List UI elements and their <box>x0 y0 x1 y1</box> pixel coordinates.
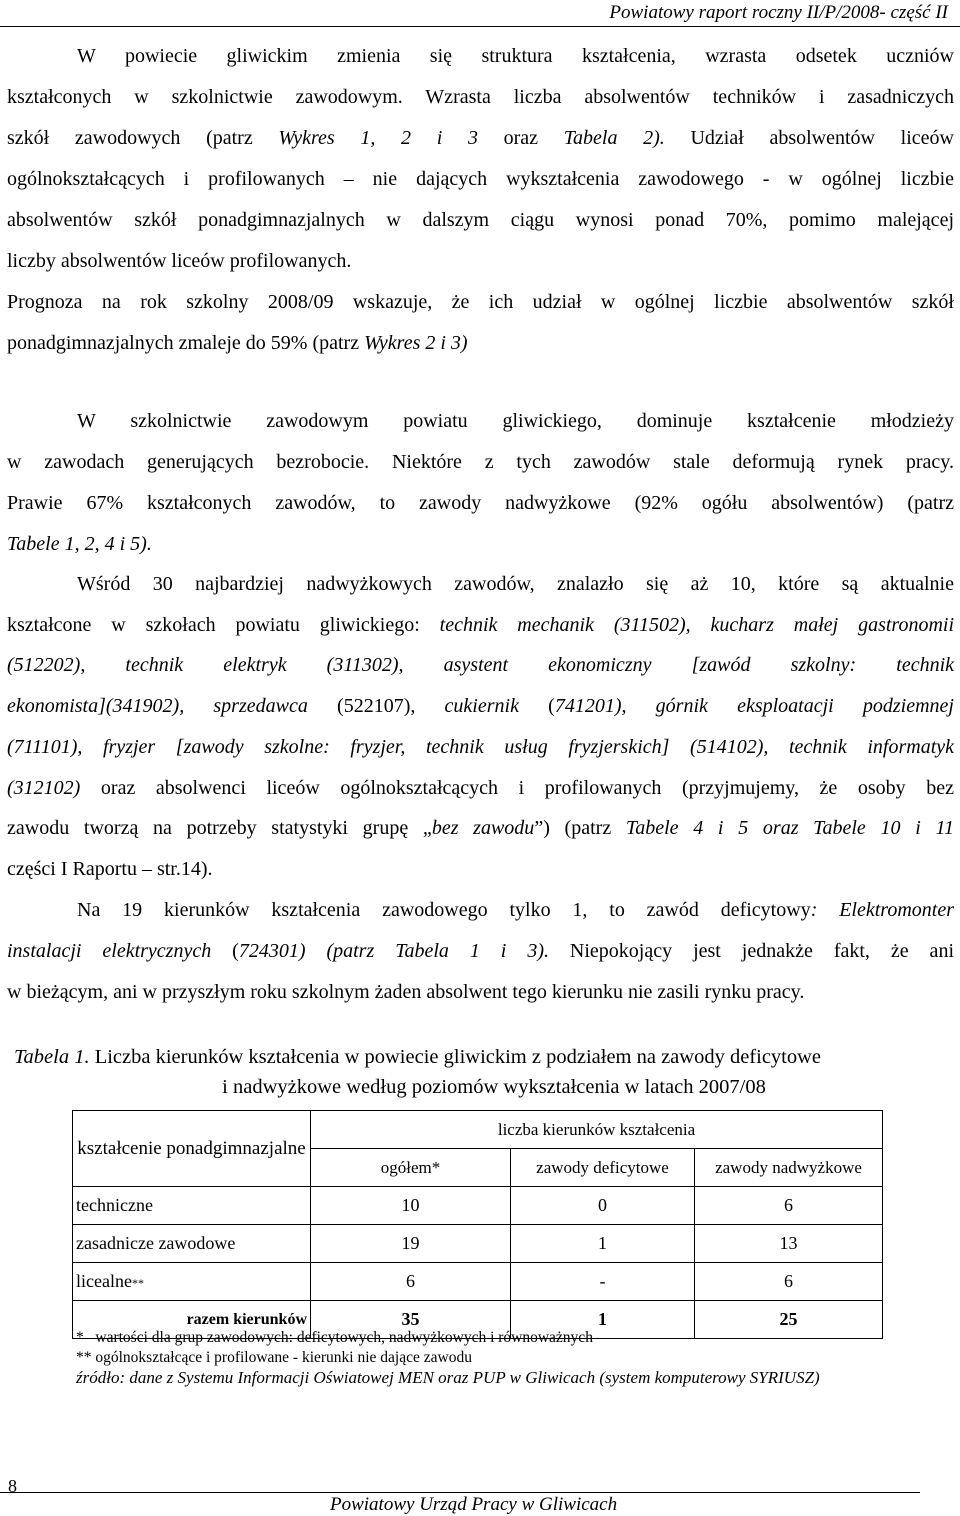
p4-line1: Wśród 30 najbardziej nadwyżkowych zawodów, znalazło się aż 10, które są aktualnie <box>77 573 954 595</box>
p1-line6: liczby absolwentów liceów profilowanych. <box>7 250 352 272</box>
p1-line5: absolwentów szkół ponadgimnazjalnych w dalszym ciągu wynosi ponad 70%, pomimo malejącej <box>7 209 954 231</box>
row-label: zasadnicze zawodowe <box>73 1225 311 1263</box>
cell-deficit: 1 <box>511 1225 695 1263</box>
table-notes <box>76 1328 820 1389</box>
header-education: kształcenie ponadgimnazjalne <box>73 1111 311 1187</box>
total-surplus: 25 <box>695 1301 883 1339</box>
cell-surplus: 6 <box>695 1187 883 1225</box>
p3-line3: Prawie 67% kształconych zawodów, to zawody nadwyżkowe (92% ogółu absolwentów) (patrz <box>7 492 954 514</box>
paragraph-surplus <box>7 564 954 890</box>
p2-line2: ponadgimnazjalnych zmaleje do 59% (patrz Wykres 2 i 3) <box>7 332 468 354</box>
p1-line4: ogólnokształcących i profilowanych – nie dających wykształcenia zawodowego - w ogólnej liczbie <box>7 168 954 190</box>
p4-line7: zawodu tworzą na potrzeby statystyki grupę „bez zawodu”) (patrz Tabele 4 i 5 oraz Tabele 10 i 11 <box>7 817 954 840</box>
p3-line2: w zawodach generujących bezrobocie. Niektóre z tych zawodów stale deformują rynek pracy. <box>7 451 954 473</box>
header-rule <box>0 26 960 27</box>
footer-office: Powiatowy Urząd Pracy w Gliwicach <box>330 1494 618 1515</box>
p4-line4: ekonomista](341902), sprzedawca (522107), cukiernik (741201), górnik eksploatacji podziemnej <box>7 695 954 718</box>
p3-line4: Tabele 1, 2, 4 i 5). <box>7 533 152 555</box>
cell-total: 19 <box>311 1225 511 1263</box>
p5-line1: Na 19 kierunków kształcenia zawodowego tylko 1, to zawód deficytowy: Elektromonter <box>77 899 954 921</box>
col-surplus: zawody nadwyżkowe <box>695 1149 883 1187</box>
cell-surplus: 13 <box>695 1225 883 1263</box>
paragraph-structure <box>7 36 954 282</box>
footer-rule <box>0 1492 920 1493</box>
row-label: licealne** <box>73 1263 311 1301</box>
note-2: ** ogólnokształcące i profilowane - kierunki nie dające zawodu <box>76 1349 472 1366</box>
total-total: 35 <box>311 1301 511 1339</box>
cell-total: 10 <box>311 1187 511 1225</box>
p1-line3: szkół zawodowych (patrz Wykres 1, 2 i 3 oraz Tabela 2). Udział absolwentów liceów <box>7 127 954 149</box>
table-caption-line2: i nadwyżkowe według poziomów wykształcenia w latach 2007/08 <box>222 1076 766 1098</box>
total-deficit: 1 <box>511 1301 695 1339</box>
table-source: źródło: dane z Systemu Informacji Oświatowej MEN oraz PUP w Gliwicach (system komputerowy SYRIUSZ) <box>76 1368 820 1387</box>
table-row <box>73 1225 883 1263</box>
cell-deficit: - <box>511 1263 695 1301</box>
table-occupations <box>72 1110 883 1339</box>
page-number: 8 <box>8 1476 17 1496</box>
p3-line1: W szkolnictwie zawodowym powiatu gliwickiego, dominuje kształcenie młodzieży <box>77 410 954 432</box>
col-deficit: zawody deficytowe <box>511 1149 695 1187</box>
p2-line1: Prognoza na rok szkolny 2008/09 wskazuje, że ich udział w ogólnej liczbie absolwentów szkół <box>7 291 954 313</box>
p5-line3: w bieżącym, ani w przyszłym roku szkolnym żaden absolwent tego kierunku nie zasili rynku pracy. <box>7 981 805 1003</box>
p4-line6: (312102) oraz absolwenci liceów ogólnokształcących i profilowanych (przyjmujemy, że osoby bez <box>7 776 954 799</box>
p1-line2: kształconych w szkolnictwie zawodowym. Wzrasta liczba absolwentów techników i zasadniczych <box>7 86 954 108</box>
p4-line8: części I Raportu – str.14). <box>7 857 213 880</box>
row-label-sup: ** <box>131 1276 144 1290</box>
note-1: * wartości dla grup zawodowych: deficytowych, nadwyżkowych i równoważnych <box>76 1329 593 1346</box>
table-caption-line1: Tabela 1. Liczba kierunków kształcenia w powiecie gliwickim z podziałem na zawody deficytowe <box>14 1046 822 1068</box>
p1-line1: W powiecie gliwickim zmienia się struktura kształcenia, wzrasta odsetek uczniów <box>77 45 954 67</box>
paragraph-deficit <box>7 890 954 1013</box>
p4-line5: (711101), fryzjer [zawody szkolne: fryzjer, technik usług fryzjerskich] (514102), technik informatyk <box>7 735 954 758</box>
total-label: razem kierunków <box>73 1301 311 1339</box>
p4-line2: kształcone w szkołach powiatu gliwickiego: technik mechanik (311502), kucharz małej gastronomii <box>7 613 955 636</box>
cell-total: 6 <box>311 1263 511 1301</box>
paragraph-forecast <box>7 282 954 364</box>
cell-surplus: 6 <box>695 1263 883 1301</box>
p5-line2: instalacji elektrycznych (724301) (patrz Tabela 1 i 3). Niepokojący jest jednakże fakt, że ani <box>7 940 954 962</box>
table-row <box>73 1263 883 1301</box>
p4-line3: (512202), technik elektryk (311302), asystent ekonomiczny [zawód szkolny: technik <box>7 654 954 677</box>
header-group: liczba kierunków kształcenia <box>311 1111 883 1149</box>
paragraph-vocational <box>7 401 954 565</box>
table-row <box>73 1187 883 1225</box>
cell-deficit: 0 <box>511 1187 695 1225</box>
running-header: Powiatowy raport roczny II/P/2008- część II <box>609 2 948 23</box>
col-total: ogółem* <box>311 1149 511 1187</box>
row-label: techniczne <box>73 1187 311 1225</box>
table-caption <box>14 1042 954 1102</box>
table-header-row <box>73 1111 883 1149</box>
